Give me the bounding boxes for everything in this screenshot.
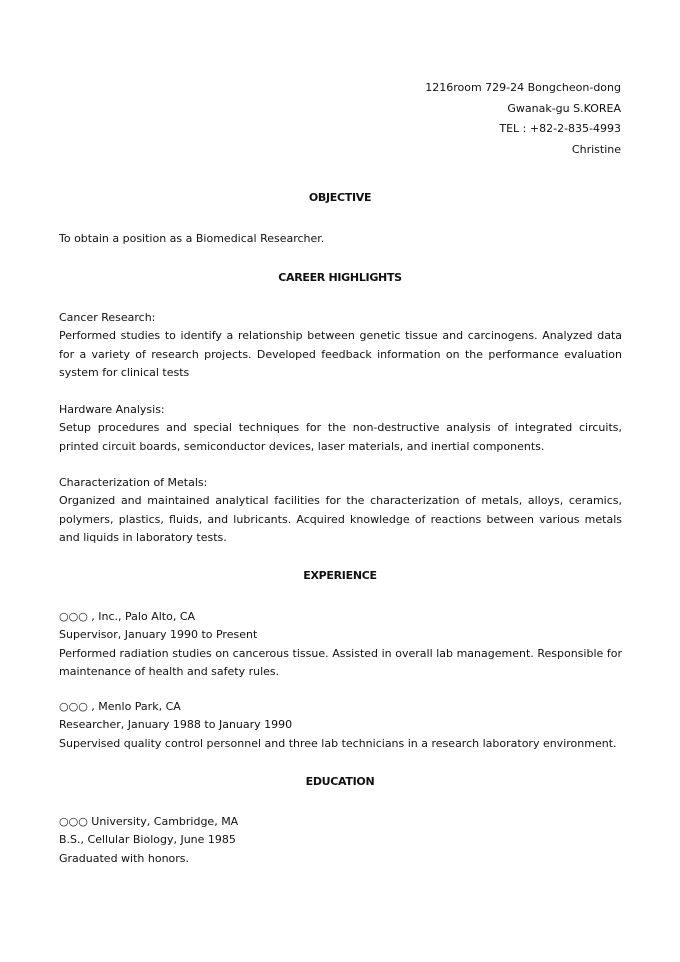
- education-entry: [59, 813, 622, 868]
- job-company: ○○○ , Inc., Palo Alto, CA: [59, 610, 196, 623]
- applicant-name: Christine: [571, 142, 621, 156]
- job-position: Researcher, January 1988 to January 1990: [59, 718, 293, 732]
- career-item-cancer-research: [59, 309, 622, 382]
- job-position: Supervisor, January 1990 to Present: [59, 628, 258, 642]
- education-heading: EDUCATION: [305, 775, 375, 788]
- education-note: Graduated with honors.: [59, 851, 190, 865]
- career-item-text: Organized and maintained analytical facilities for the characterization of metals, alloys, ceramics, polymers, plastics, fluids, and lubricants. Acquired knowledge of reactions between various metals and liquids in laboratory tests.: [59, 494, 622, 544]
- career-item-characterization-of-metals: [59, 474, 622, 547]
- job-company: ○○○ , Menlo Park, CA: [59, 700, 181, 713]
- job-description: Supervised quality control personnel and three lab technicians in a research laboratory environment.: [59, 736, 617, 750]
- job-description: Performed radiation studies on cancerous tissue. Assisted in overall lab management. Responsible for maintenance of health and safety rules.: [59, 646, 622, 678]
- career-highlights-heading: CAREER HIGHLIGHTS: [278, 271, 402, 284]
- career-item-hardware-analysis: [59, 401, 622, 456]
- contact-address-block: [425, 78, 621, 160]
- objective-heading: OBJECTIVE: [308, 191, 372, 204]
- education-degree: B.S., Cellular Biology, June 1985: [59, 833, 236, 847]
- experience-heading: EXPERIENCE: [303, 569, 377, 582]
- experience-job-1: [59, 608, 622, 681]
- career-item-text: Performed studies to identify a relationship between genetic tissue and carcinogens. Analyzed data for a variety of research projects. Developed feedback information on the performance evaluation system for clinical tests: [59, 329, 622, 379]
- address-line-2: Gwanak-gu S.KOREA: [507, 101, 621, 115]
- career-item-title: Characterization of Metals:: [59, 476, 208, 489]
- career-item-title: Hardware Analysis:: [59, 403, 165, 416]
- experience-job-2: [59, 698, 622, 753]
- education-school: ○○○ University, Cambridge, MA: [59, 815, 239, 828]
- career-item-title: Cancer Research:: [59, 311, 156, 324]
- phone-number: TEL : +82-2-835-4993: [499, 122, 621, 135]
- address-line-1: 1216room 729-24 Bongcheon-dong: [425, 81, 621, 94]
- career-item-text: Setup procedures and special techniques for the non-destructive analysis of integrated circuits, printed circuit boards, semiconductor devices, laser materials, and inertial components.: [59, 421, 622, 453]
- objective-text: To obtain a position as a Biomedical Researcher.: [59, 232, 325, 245]
